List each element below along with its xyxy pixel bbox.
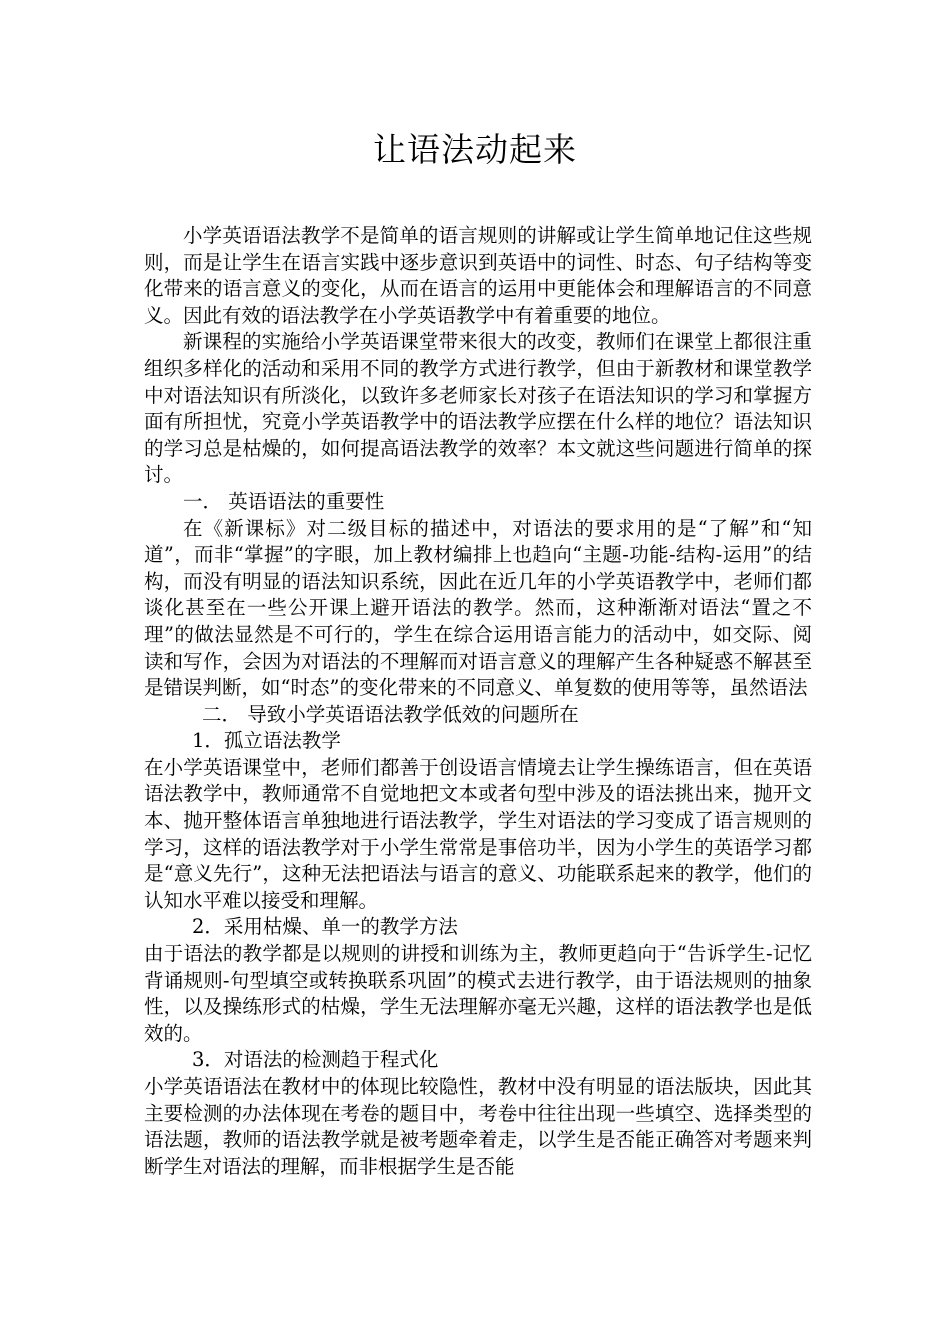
paragraph-testing: 小学英语语法在教材中的体现比较隐性，教材中没有明显的语法版块，因此其主要检测的办法体现在考卷的题目中，考卷中往往出现一些填空、选择类型的语法题，教师的语法教学就是被考题牵着走，以学生是否能正确答对考题来判断学生对语法的理解，而非根据学生是否能 [144,1075,812,1178]
section-heading-2: 二． 导致小学英语语法教学低效的问题所在 [202,702,579,726]
paragraph-dull-methods: 由于语法的教学都是以规则的讲授和训练为主，教师更趋向于“告诉学生-记忆背诵规则-句型填空或转换联系巩固”的模式去进行教学，由于语法规则的抽象性，以及操练形式的枯燥，学生无法理解亦毫无兴趣，这样的语法教学也是低效的。 [144,942,812,1045]
section-heading-1: 一． 英语语法的重要性 [183,489,385,513]
document-body [144,223,812,1180]
paragraph-isolated-grammar: 在小学英语课堂中，老师们都善于创设语言情境去让学生操练语言，但在英语语法教学中，教师通常不自觉地把文本或者句型中涉及的语法挑出来，抛开文本、抛开整体语言单独地进行语法教学，学生对语法的学习变成了语言规则的学习，这样的语法教学对于小学生常常是事倍功半，因为小学生的英语学习都是“意义先行”，这种无法把语法与语言的意义、功能联系起来的教学，他们的认知水平难以接受和理解。 [144,755,812,912]
paragraph-intro: 小学英语语法教学不是简单的语言规则的讲解或让学生简单地记住这些规则，而是让学生在语言实践中逐步意识到英语中的词性、时态、句子结构等变化带来的语言意义的变化，从而在语言的运用中更能体会和理解语言的不同意义。因此有效的语法教学在小学英语教学中有着重要的地位。 [144,224,812,327]
subheading-2: 2．采用枯燥、单一的教学方法 [192,915,458,939]
subheading-1: 1．孤立语法教学 [192,729,341,753]
document-title: 让语法动起来 [373,130,577,169]
paragraph-importance: 在《新课标》对二级目标的描述中，对语法的要求用的是“了解”和“知道”，而非“掌握”的字眼，加上教材编排上也趋向“主题-功能-结构-运用”的结构，而没有明显的语法知识系统，因此在近几年的小学英语教学中，老师们都谈化甚至在一些公开课上避开语法的教学。然而，这种渐渐对语法“置之不理”的做法显然是不可行的，学生在综合运用语言能力的活动中，如交际、阅读和写作，会因为对语法的不理解而对语言意义的理解产生各种疑惑不解甚至是错误判断，如“时态”的变化带来的不同意义、单复数的使用等等，虽然语法 [144,516,812,700]
subheading-3: 3．对语法的检测趋于程式化 [192,1048,439,1072]
paragraph-new-curriculum: 新课程的实施给小学英语课堂带来很大的改变，教师们在课堂上都很注重组织多样化的活动和采用不同的教学方式进行教学，但由于新教材和课堂教学中对语法知识有所淡化，以致许多老师家长对孩子在语法知识的学习和掌握方面有所担忧，究竟小学英语教学中的语法教学应摆在什么样的地位？语法知识的学习总是枯燥的，如何提高语法教学的效率？本文就这些问题进行简单的探讨。 [144,330,812,487]
